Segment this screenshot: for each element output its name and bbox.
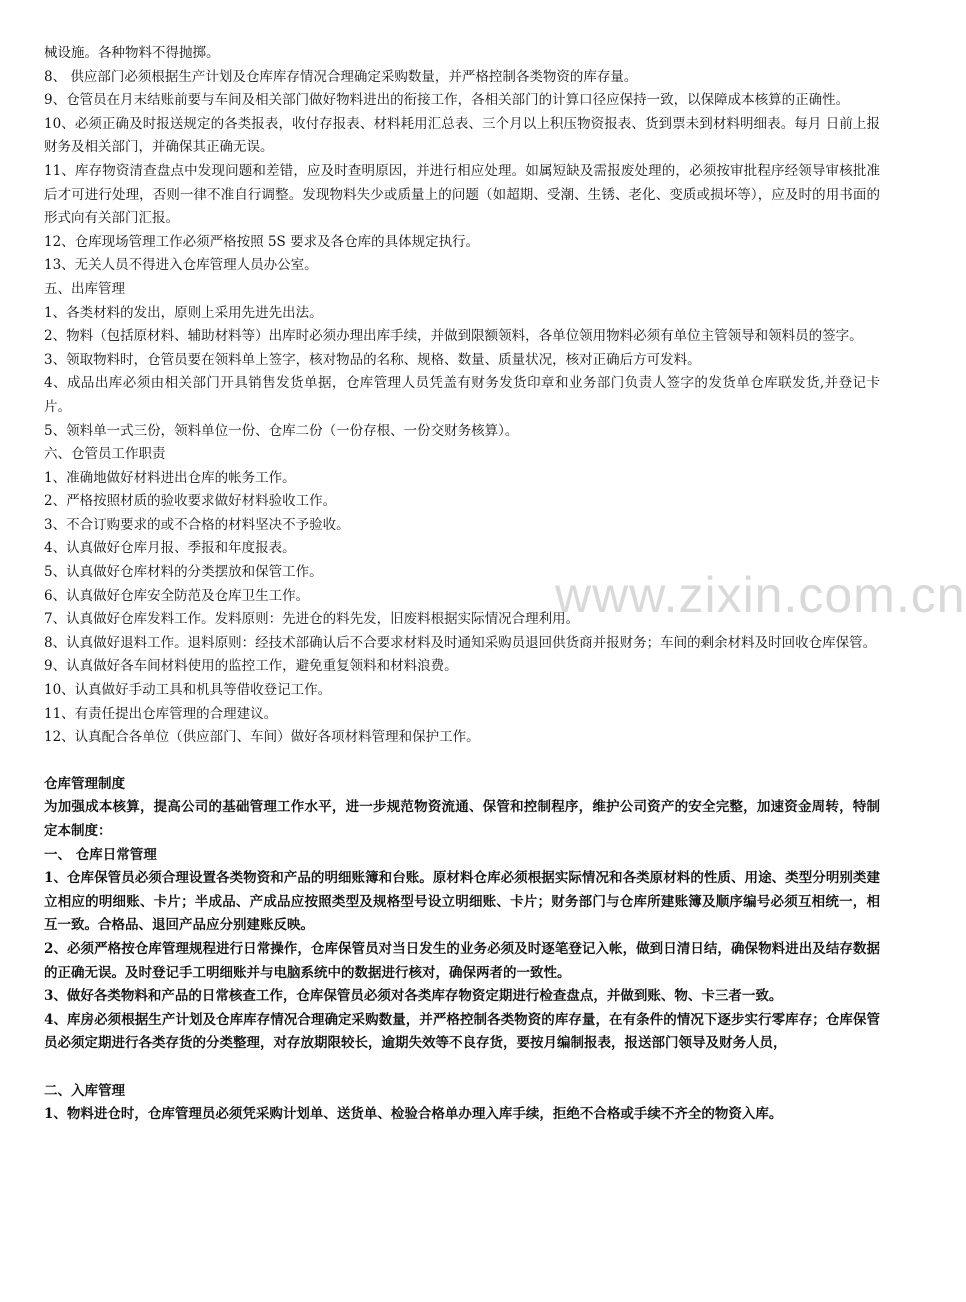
section-heading: 一、 仓库日常管理 [44, 846, 157, 863]
paragraph: 5、认真做好仓库材料的分类摆放和保管工作。 [44, 564, 323, 581]
document-title: 仓库管理制度 [44, 775, 125, 792]
paragraph: 13、无关人员不得进入仓库管理人员办公室。 [44, 257, 318, 274]
paragraph: 9、仓管员在月末结账前要与车间及相关部门做好物料进出的衔接工作，各相关部门的计算口径应保持一致，以保障成本核算的正确性。 [44, 92, 850, 109]
paragraph: 11、库存物资清查盘点中发现问题和差错，应及时查明原因，并进行相应处理。如属短缺及需报废处理的，必须按审批程序经领导审核批准后才可进行处理，否则一律不准自行调整。发现物料失少或质量上的问题（如超期、受潮、生锈、老化、变质或损坏等），应及时的用书面的形式向有关部门汇报。 [44, 162, 880, 227]
paragraph: 3、领取物料时，仓管员要在领料单上签字，核对物品的名称、规格、数量、质量状况，核对正确后方可发料。 [44, 351, 701, 368]
paragraph: 10、认真做好手动工具和机具等借收登记工作。 [44, 682, 332, 699]
section-heading: 六、仓管员工作职责 [44, 446, 166, 463]
paragraph: 9、认真做好各车间材料使用的监控工作，避免重复领料和材料浪费。 [44, 658, 458, 675]
section-warehouse-rules-continued [44, 42, 880, 750]
paragraph: 5、领料单一式三份，领料单位一份、仓库二份（一份存根、一份交财务核算）。 [44, 422, 519, 439]
paragraph: 7、认真做好仓库发料工作。发料原则：先进仓的料先发，旧废料根据实际情况合理利用。 [44, 611, 580, 628]
paragraph: 为加强成本核算，提高公司的基础管理工作水平，进一步规范物资流通、保管和控制程序，维护公司资产的安全完整，加速资金周转，特制定本制度： [44, 799, 880, 839]
paragraph: 2、严格按照材质的验收要求做好材料验收工作。 [44, 493, 337, 510]
paragraph: 4、认真做好仓库月报、季报和年度报表。 [44, 540, 296, 557]
watermark: www.zixin.com.cn [555, 567, 966, 623]
paragraph: 12、认真配合各单位（供应部门、车间）做好各项材料管理和保护工作。 [44, 729, 480, 746]
paragraph: 12、仓库现场管理工作必须严格按照 5S 要求及各仓库的具体规定执行。 [44, 233, 480, 250]
paragraph: 2、物料（包括原材料、辅助材料等）出库时必须办理出库手续，并做到限额领料，各单位领用物料必须有单位主管领导和领料员的签字。 [44, 328, 863, 345]
paragraph: 3、不合订购要求的或不合格的材料坚决不予验收。 [44, 516, 350, 533]
section-heading: 五、出库管理 [44, 280, 125, 297]
paragraph: 3、做好各类物料和产品的日常核查工作，仓库保管员必须对各类库存物资定期进行检查盘点，并做到账、物、卡三者一致。 [44, 988, 783, 1005]
paragraph: 11、有责任提出仓库管理的合理建议。 [44, 705, 278, 722]
paragraph: 1、仓库保管员必须合理设置各类物资和产品的明细账簿和台账。原材料仓库必须根据实际情况和各类原材料的性质、用途、类型分明别类建立相应的明细账、卡片；半成品、产成品应按照类型及规格型号设立明细账、卡片；财务部门与仓库所建账簿及顺序编号必须互相统一，相互一致。合格品、退回产品应分别建账反映。 [44, 870, 880, 934]
paragraph: 4、成品出库必须由相关部门开具销售发货单据，仓库管理人员凭盖有财务发货印章和业务部门负责人签字的发货单仓库联发货,并登记卡片。 [44, 375, 880, 415]
paragraph: 8、 供应部门必须根据生产计划及仓库库存情况合理确定采购数量，并严格控制各类物资的库存量。 [44, 68, 638, 85]
document-page [44, 42, 880, 1127]
paragraph: 6、认真做好仓库安全防范及仓库卫生工作。 [44, 587, 310, 604]
paragraph: 10、必须正确及时报送规定的各类报表，收付存报表、材料耗用汇总表、三个月以上积压物资报表、货到票未到材料明细表。每月 日前上报财务及相关部门，并确保其正确无误。 [44, 115, 880, 156]
section-warehouse-management-system [44, 773, 880, 1127]
paragraph: 4、库房必须根据生产计划及仓库库存情况合理确定采购数量，并严格控制各类物资的库存量，在有条件的情况下逐步实行零库存；仓库保管员必须定期进行各类存货的分类整理，对存放期限较长，逾期失效等不良存货，要按月编制报表，报送部门领导及财务人员， [44, 1011, 880, 1052]
paragraph: 1、物料进仓时，仓库管理员必须凭采购计划单、送货单、检验合格单办理入库手续，拒绝不合格或手续不齐全的物资入库。 [44, 1106, 783, 1123]
paragraph: 1、各类材料的发出，原则上采用先进先出法。 [44, 304, 323, 321]
section-heading: 二、入库管理 [44, 1082, 125, 1099]
paragraph: 1、准确地做好材料进出仓库的帐务工作。 [44, 469, 296, 486]
paragraph: 械设施。各种物料不得抛掷。 [44, 45, 220, 61]
paragraph: 2、必须严格按仓库管理规程进行日常操作，仓库保管员对当日发生的业务必须及时逐笔登记入帐，做到日清日结，确保物料进出及结存数据的正确无误。及时登记手工明细账并与电脑系统中的数据进行核对，确保两者的一致性。 [44, 940, 880, 981]
paragraph: 8、认真做好退料工作。退料原则：经技术部确认后不合要求材料及时通知采购员退回供货商并报财务；车间的剩余材料及时回收仓库保管。 [44, 634, 877, 651]
spacer [44, 1056, 880, 1080]
